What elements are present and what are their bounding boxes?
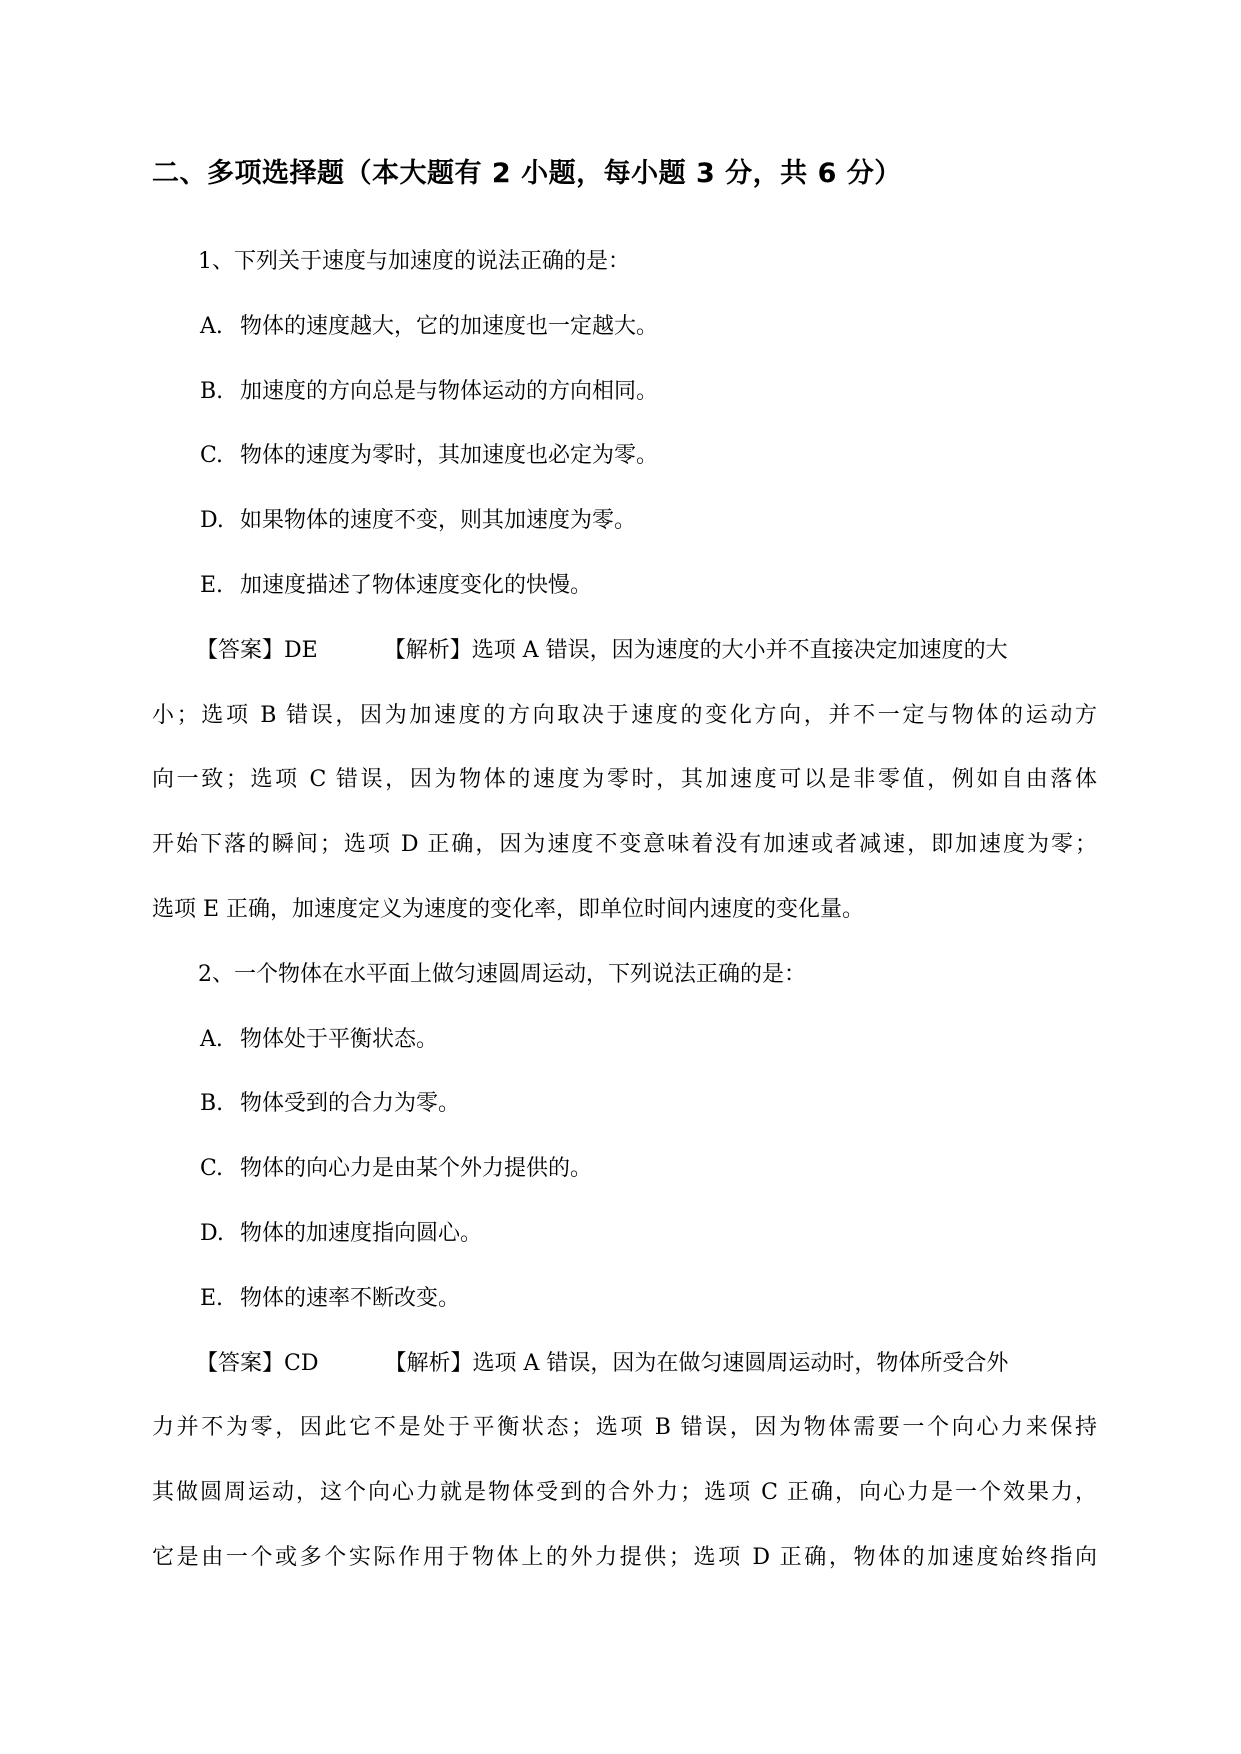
option-a	[152, 1008, 1097, 1073]
answer-line	[152, 619, 1097, 684]
answer-line	[152, 1332, 1097, 1397]
option-text: 物体的速度为零时，其加速度也必定为零。	[240, 443, 659, 469]
option-letter: D.	[200, 1220, 224, 1246]
question-stem: 2、一个物体在水平面上做匀速圆周运动，下列说法正确的是：	[198, 961, 806, 987]
answer-label: 【答案】DE	[196, 637, 318, 663]
option-text: 物体的速率不断改变。	[240, 1285, 461, 1311]
option-a	[152, 295, 1097, 360]
analysis-line: 力并不为零，因此它不是处于平衡状态；选项 B 错误，因为物体需要一个向心力来保持	[152, 1415, 1097, 1441]
question-1	[152, 230, 1097, 943]
answer-label: 【答案】CD	[196, 1350, 319, 1376]
option-letter: E.	[200, 572, 224, 598]
option-letter: B.	[200, 378, 224, 404]
analysis-line: 开始下落的瞬间；选项 D 正确，因为速度不变意味着没有加速或者减速，即加速度为零；	[152, 832, 1097, 858]
analysis-line: 向一致；选项 C 错误，因为物体的速度为零时，其加速度可以是非零值，例如自由落体	[152, 767, 1097, 793]
option-text: 物体的加速度指向圆心。	[240, 1220, 483, 1246]
option-letter: C.	[200, 1156, 224, 1182]
option-c	[152, 424, 1097, 489]
answer-analysis	[152, 1332, 1097, 1591]
option-b	[152, 360, 1097, 425]
option-letter: A.	[200, 1026, 223, 1052]
option-text: 物体的速度越大，它的加速度也一定越大。	[240, 313, 659, 339]
option-text: 加速度的方向总是与物体运动的方向相同。	[240, 378, 659, 404]
question-2	[152, 943, 1097, 1591]
section-title: 二、多项选择题（本大题有 2 小题，每小题 3 分，共 6 分）	[152, 158, 902, 189]
option-letter: A.	[200, 313, 223, 339]
option-d	[152, 489, 1097, 554]
option-letter: C.	[200, 443, 224, 469]
analysis-text: 【解析】选项 A 错误，因为速度的大小并不直接决定加速度的大	[383, 637, 1008, 663]
option-d	[152, 1202, 1097, 1267]
document-body	[152, 230, 1097, 1591]
option-text: 如果物体的速度不变，则其加速度为零。	[240, 508, 637, 534]
option-e	[152, 1267, 1097, 1332]
analysis-line: 选项 E 正确，加速度定义为速度的变化率，即单位时间内速度的变化量。	[152, 896, 865, 922]
option-b	[152, 1072, 1097, 1137]
option-c	[152, 1137, 1097, 1202]
answer-analysis	[152, 619, 1097, 943]
option-letter: D.	[200, 508, 224, 534]
option-text: 加速度描述了物体速度变化的快慢。	[240, 572, 593, 598]
option-letter: E.	[200, 1285, 224, 1311]
option-letter: B.	[200, 1091, 224, 1117]
option-text: 物体处于平衡状态。	[240, 1026, 439, 1052]
analysis-line: 其做圆周运动，这个向心力就是物体受到的合外力；选项 C 正确，向心力是一个效果力，	[152, 1480, 1097, 1506]
option-text: 物体受到的合力为零。	[240, 1091, 461, 1117]
analysis-text: 【解析】选项 A 错误，因为在做匀速圆周运动时，物体所受合外	[384, 1350, 1009, 1376]
option-text: 物体的向心力是由某个外力提供的。	[240, 1156, 593, 1182]
analysis-line: 小；选项 B 错误，因为加速度的方向取决于速度的变化方向，并不一定与物体的运动方	[152, 702, 1097, 728]
analysis-line: 它是由一个或多个实际作用于物体上的外力提供；选项 D 正确，物体的加速度始终指向	[152, 1544, 1097, 1570]
question-stem: 1、下列关于速度与加速度的说法正确的是：	[198, 249, 630, 274]
option-e	[152, 554, 1097, 619]
